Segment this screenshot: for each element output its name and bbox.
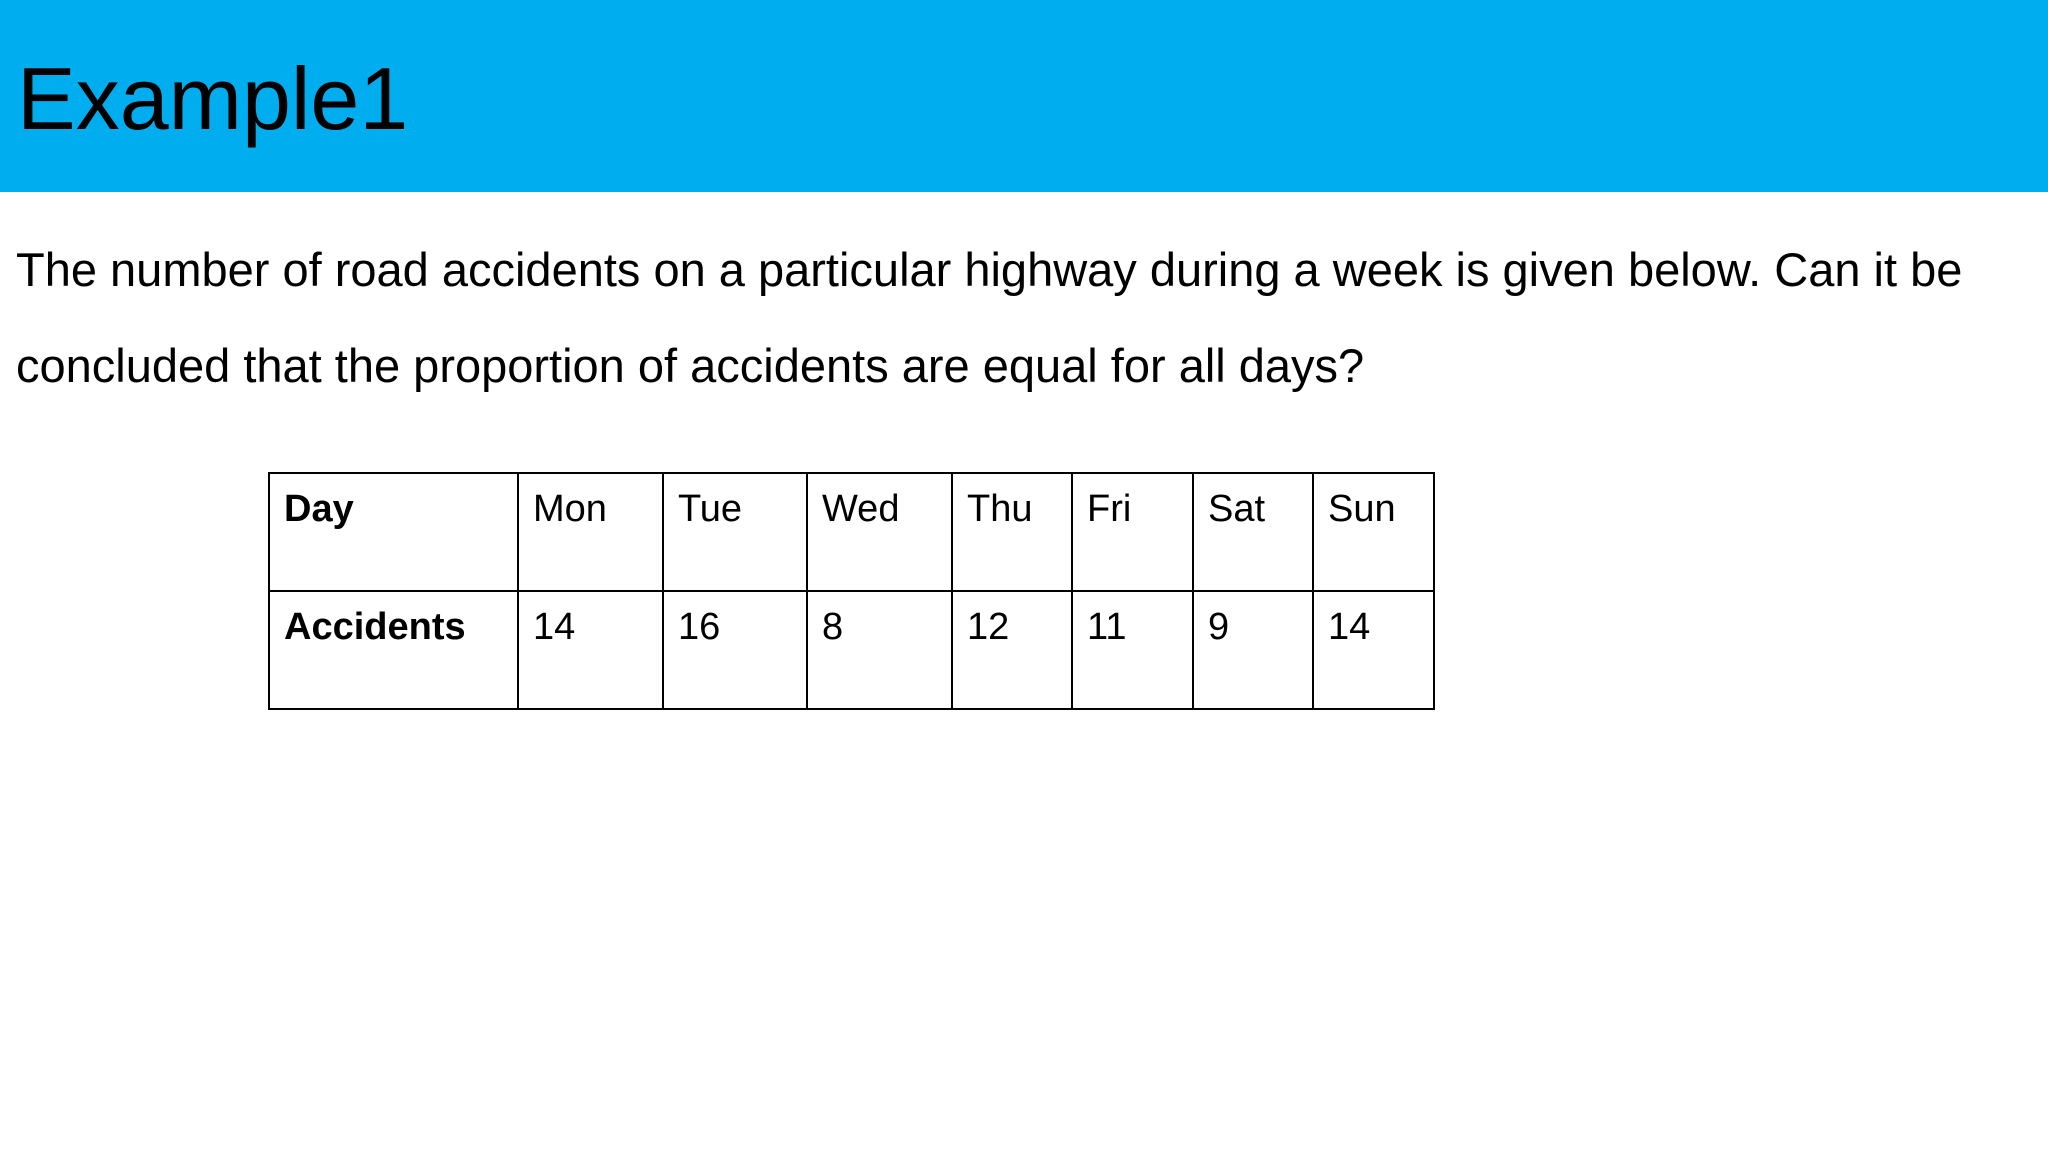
day-cell: Tue [663, 473, 807, 591]
day-cell: Wed [807, 473, 952, 591]
question-text [16, 222, 2036, 414]
day-cell: Fri [1072, 473, 1193, 591]
accident-count-cell: 14 [518, 591, 663, 709]
row-header-accidents: Accidents [269, 591, 518, 709]
row-header-day: Day [269, 473, 518, 591]
table-row-accidents [269, 591, 1434, 709]
accident-count-cell: 16 [663, 591, 807, 709]
accident-count-cell: 12 [952, 591, 1072, 709]
slide-title: Example1 [17, 49, 409, 148]
table-row-days [269, 473, 1434, 591]
accident-count-cell: 11 [1072, 591, 1193, 709]
accident-count-cell: 14 [1313, 591, 1434, 709]
day-cell: Sat [1193, 473, 1313, 591]
day-cell: Mon [518, 473, 663, 591]
day-cell: Thu [952, 473, 1072, 591]
day-cell: Sun [1313, 473, 1434, 591]
accident-count-cell: 9 [1193, 591, 1313, 709]
title-bar [0, 0, 2048, 192]
accident-count-cell: 8 [807, 591, 952, 709]
question-line-1: The number of road accidents on a particular highway during a week is given below. Can it be [16, 243, 1963, 296]
question-line-2: concluded that the proportion of accidents are equal for all days? [16, 339, 1365, 392]
accidents-table [268, 472, 1435, 710]
